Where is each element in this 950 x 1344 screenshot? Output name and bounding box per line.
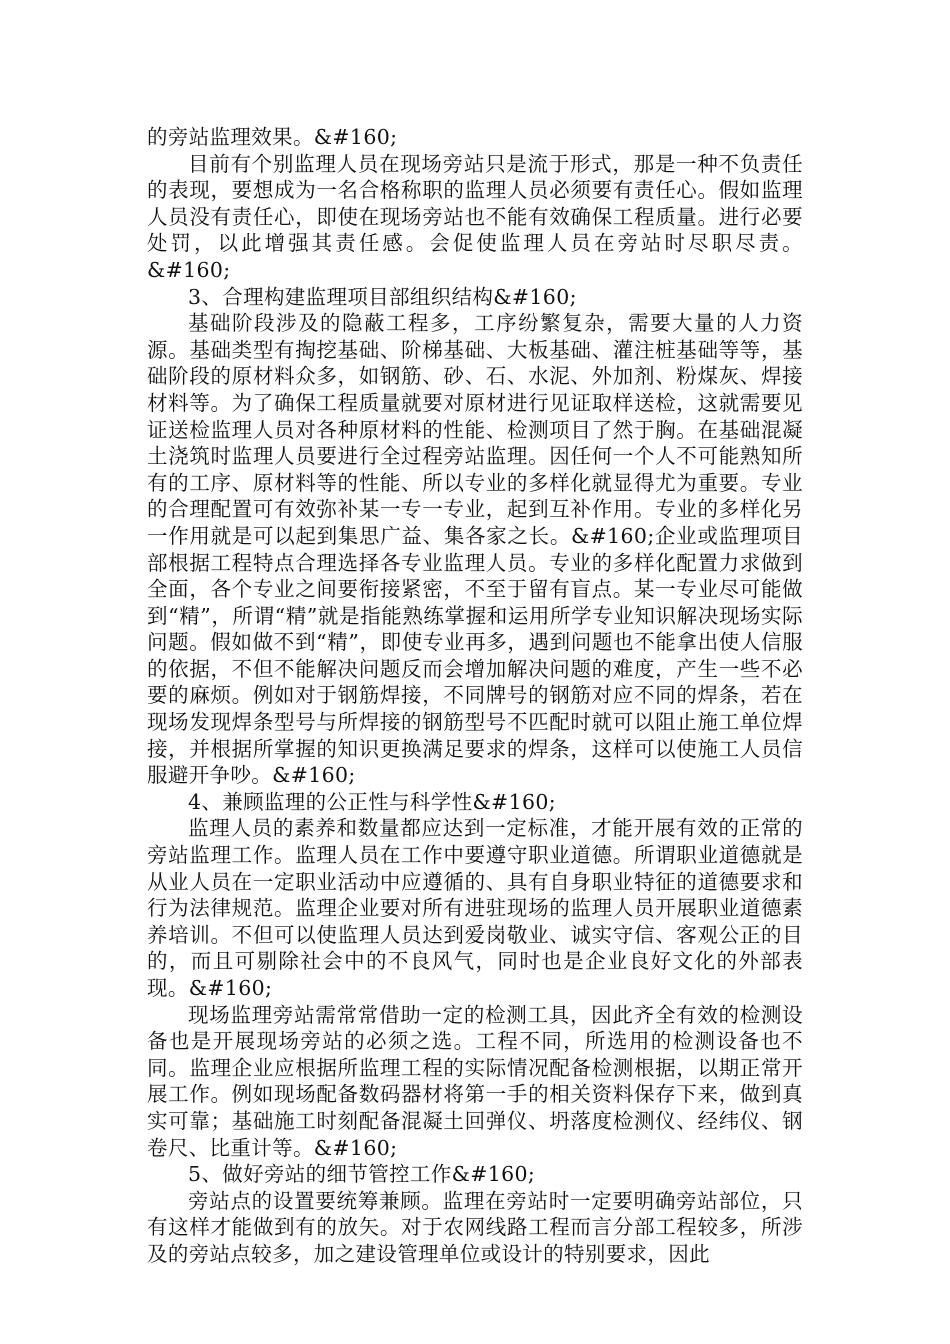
paragraph-detail-control: 旁站点的设置要统筹兼顾。监理在旁站时一定要明确旁站部位，只有这样才能做到有的放矢。对于农网线路工程而言分部工程较多，所涉及的旁站点较多，加之建设管理单位或设计的特别要求，因此	[147, 1188, 803, 1266]
document-body	[147, 124, 803, 1268]
section-heading-5: 5、做好旁站的细节管控工作&#160;	[188, 1162, 536, 1187]
paragraph-ethics: 监理人员的素养和数量都应达到一定标准，才能开展有效的正常的旁站监理工作。监理人员在工作中要遵守职业道德。所谓职业道德就是从业人员在一定职业活动中应遵循的、具有自身职业特征的道德要求和行为法律规范。监理企业要对所有进驻现场的监理人员开展职业道德素养培训。不但可以使监理人员达到爱岗敬业、诚实守信、客观公正的目的，而且可剔除社会中的不良风气，同时也是企业良好文化的外部表现。&#160;	[147, 816, 803, 1000]
section-heading-4: 4、兼顾监理的公正性与科学性&#160;	[188, 789, 557, 814]
paragraph-organization: 基础阶段涉及的隐蔽工程多，工序纷繁复杂，需要大量的人力资源。基础类型有掏挖基础、阶梯基础、大板基础、灌注桩基础等等，基础阶段的原材料众多，如钢筋、砂、石、水泥、外加剂、粉煤灰、焊接材料等。为了确保工程质量就要对原材进行见证取样送检，这就需要见证送检监理人员对各种原材料的性能、检测项目了然于胸。在基础混凝土浇筑时监理人员要进行全过程旁站监理。因任何一个人不可能熟知所有的工序、原材料等的性能、所以专业的多样化就显得尤为重要。专业的合理配置可有效弥补某一专一专业，起到互补作用。专业的多样化另一作用就是可以起到集思广益、集各家之长。&#160;企业或监理项目部根据工程特点合理选择各专业监理人员。专业的多样化配置力求做到全面，各个专业之间要衔接紧密，不至于留有盲点。某一专业尽可能做到“精”，所谓“精”就是指能熟练掌握和运用所学专业知识解决现场实际问题。假如做不到“精”，即使专业再多，遇到问题也不能拿出使人信服的依据，不但不能解决问题反而会增加解决问题的难度，产生一些不必要的麻烦。例如对于钢筋焊接，不同牌号的钢筋对应不同的焊条，若在现场发现焊条型号与所焊接的钢筋型号不匹配时就可以阻止施工单位焊接，并根据所掌握的知识更换满足要求的焊条，这样可以使施工人员信服避开争吵。&#160;	[147, 311, 803, 788]
section-heading-3: 3、合理构建监理项目部组织结构&#160;	[188, 284, 577, 309]
paragraph-equipment: 现场监理旁站需常常借助一定的检测工具，因此齐全有效的检测设备也是开展现场旁站的必须之选。工程不同，所选用的检测设备也不同。监理企业应根据所监理工程的实际情况配备检测根据，以期正常开展工作。例如现场配备数码器材将第一手的相关资料保存下来，做到真实可靠；基础施工时刻配备混凝土回弹仪、坍落度检测仪、经纬仪、钢卷尺、比重计等。&#160;	[147, 1002, 803, 1160]
paragraph-continuation: 的旁站监理效果。&#160;	[147, 125, 398, 149]
paragraph-responsibility: 目前有个别监理人员在现场旁站只是流于形式，那是一种不负责任的表现，要想成为一名合格称职的监理人员必须要有责任心。假如监理人员没有责任心，即使在现场旁站也不能有效确保工程质量。进行必要处罚，以此增强其责任感。会促使监理人员在旁站时尽职尽责。&#160;	[147, 151, 803, 282]
